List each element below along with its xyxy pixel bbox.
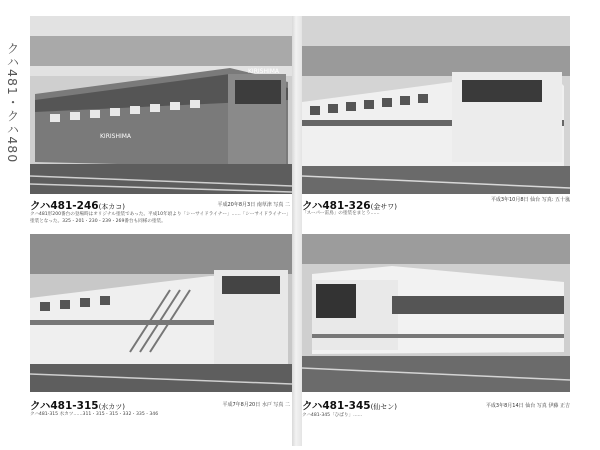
photo-2 — [302, 16, 570, 194]
caption-1-meta: 平成20年8月3日 南草津 写真 二 — [217, 202, 290, 208]
photo-4 — [302, 234, 570, 392]
left-margin — [0, 16, 24, 446]
caption-2-body: 「スーパー雷鳥」の塗装をまとう…… — [302, 211, 380, 216]
photo-3 — [30, 234, 292, 392]
caption-2-meta: 平成3年10月8日 仙台 写真: 五十嵐 — [490, 197, 570, 203]
caption-4-number: クハ481-345 — [302, 400, 371, 412]
caption-1-number: クハ481-246 — [30, 200, 99, 212]
caption-1-body: クハ481形200番台の登場時はオリジナル塗装であった。平成10年頃より「シーサイドライナー」……「シーサイドライナー」塗装となった。325・201・230・239・269番台も同様の塗装。 — [30, 212, 289, 224]
caption-3-body: クハ481-315 水カツ……311・315・315・332・335・346 — [30, 412, 159, 417]
photo-3-image — [30, 234, 292, 392]
photo-4-image — [302, 234, 570, 392]
caption-4-depot: (仙セン) — [370, 403, 398, 411]
headmark-text: KIRISHIMA — [248, 68, 280, 75]
caption-4-body: クハ481-345「ひばり」…… — [302, 413, 363, 418]
caption-4-title — [302, 398, 397, 413]
caption-3-meta: 平成7年8月20日 水戸 写真 二 — [222, 402, 290, 408]
photo-1-image — [30, 16, 292, 194]
photo-2-image — [302, 16, 570, 194]
photo-1 — [30, 16, 292, 194]
caption-3-number: クハ481-315 — [30, 400, 99, 412]
page-gutter — [292, 16, 302, 446]
caption-2-number: クハ481-326 — [302, 200, 371, 212]
side-lettering: KIRISHIMA — [100, 133, 132, 140]
caption-1-depot: (本カコ) — [98, 203, 126, 211]
caption-2-depot: (金サワ) — [370, 203, 398, 211]
side-title: クハ481・クハ480 — [5, 42, 20, 164]
caption-3-depot: (水カツ) — [98, 403, 126, 411]
caption-4-meta: 平成3年8月14日 仙台 写真 伊藤 正吉 — [485, 403, 570, 409]
